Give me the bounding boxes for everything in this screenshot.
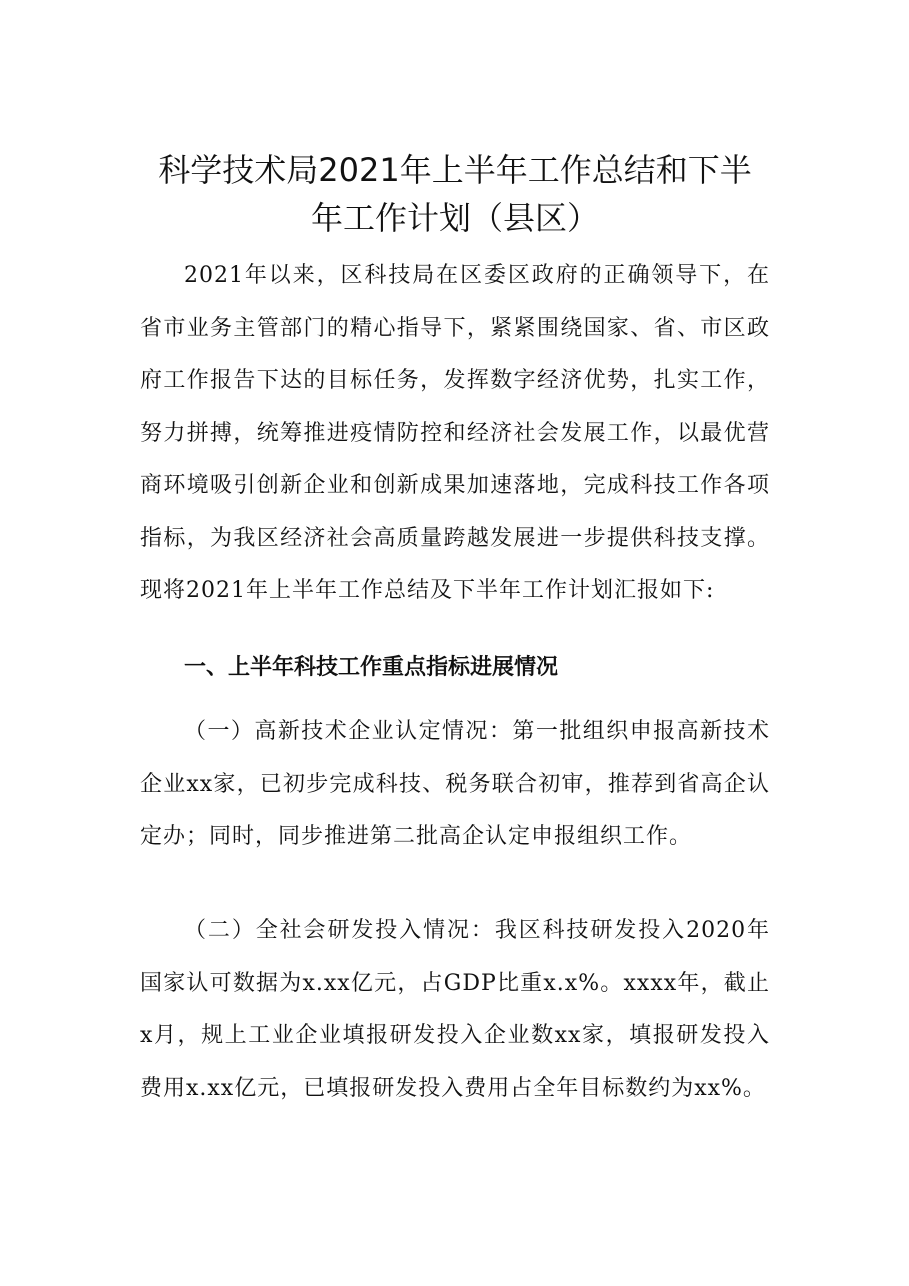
paragraph-high-tech-enterprises: （一）高新技术企业认定情况：第一批组织申报高新技术企业xx家，已初步完成科技、税务联合初审，推荐到省高企认定办；同时，同步推进第二批高企认定申报组织工作。 bbox=[140, 719, 770, 849]
paragraph-rd-investment: （二）全社会研发投入情况：我区科技研发投入2020年国家认可数据为x.xx亿元，占GDP比重x.x%。xxxx年，截止x月，规上工业企业填报研发投入企业数xx家，填报研发投入费用x.xx亿元，已填报研发投入费用占全年目标数约为xx%。 bbox=[140, 918, 770, 1101]
document-title-line-1: 科学技术局2021年上半年工作总结和下半 bbox=[158, 151, 752, 189]
intro-paragraph: 2021年以来，区科技局在区委区政府的正确领导下，在省市业务主管部门的精心指导下，紧紧围绕国家、省、市区政府工作报告下达的目标任务，发挥数字经济优势，扎实工作，努力拼搏，统筹推进疫情防控和经济社会发展工作，以最优营商环境吸引创新企业和创新成果加速落地，完成科技工作各项指标，为我区经济社会高质量跨越发展进一步提供科技支撑。现将2021年上半年工作总结及下半年工作计划汇报如下: bbox=[140, 263, 770, 603]
document-title-line-2: 年工作计划（县区） bbox=[310, 199, 599, 237]
section-1-heading: 一、上半年科技工作重点指标进展情况 bbox=[184, 655, 559, 680]
